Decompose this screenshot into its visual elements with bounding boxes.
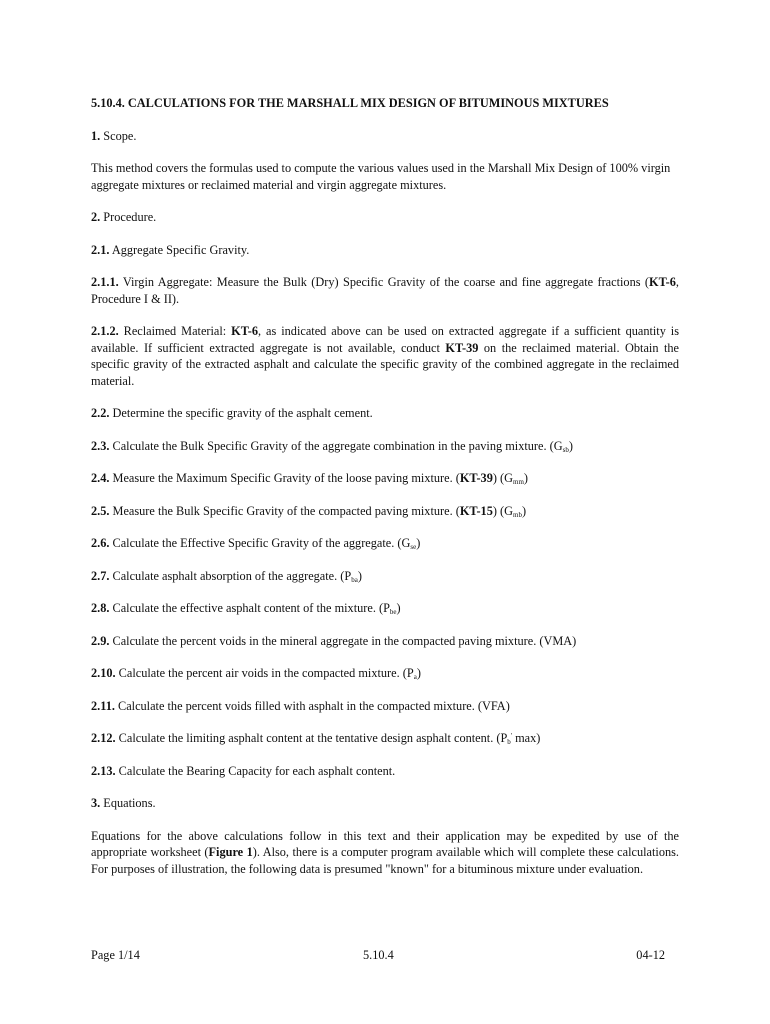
step-2-13: 2.13. Calculate the Bearing Capacity for each asphalt content. <box>91 763 396 778</box>
document-title: 5.10.4. CALCULATIONS FOR THE MARSHALL MIX DESIGN OF BITUMINOUS MIXTURES <box>91 96 609 110</box>
step-2-3: 2.3. Calculate the Bulk Specific Gravity of the aggregate combination in the paving mixture. $(G_{sb})$ <box>91 438 573 454</box>
footer-page-number: Page 1/14 <box>91 948 140 962</box>
section-procedure-heading: 2. Procedure. <box>91 210 157 224</box>
footer-section-number: 5.10.4 <box>363 948 394 962</box>
section-scope-heading: 1. Scope. <box>91 128 137 143</box>
step-2-6: 2.6. Calculate the Effective Specific Gravity of the aggregate. $(G_{se})$ <box>91 536 421 551</box>
step-2-1: 2.1. Aggregate Specific Gravity. <box>91 242 250 257</box>
step-2-1-2: 2.1.2. Reclaimed Material: KT-6, as indicated above can be used on extracted aggregate if a sufficient quantity is available. If sufficient extracted aggregate is not available, conduct KT-39 on the reclaimed material. Obtain the specific gravity of the extracted asphalt and calculate the specific gravity of the combined aggregate in the reclaimed material. <box>91 324 680 388</box>
scope-paragraph: This method covers the formulas used to compute the various values used in the Marshall Mix Design of 100% virgin aggregate mixtures or reclaimed material and virgin aggregate mixtures. <box>91 161 671 192</box>
footer-revision-date: 04-12 <box>636 948 665 962</box>
step-2-7: 2.7. Calculate asphalt absorption of the aggregate. $(P_{ba})$ <box>91 568 362 584</box>
step-2-11: 2.11. Calculate the percent voids filled with asphalt in the compacted mixture. (VFA) <box>91 698 510 713</box>
step-2-9: 2.9. Calculate the percent voids in the mineral aggregate in the compacted paving mixture. (VMA) <box>91 633 577 648</box>
step-2-1-1: 2.1.1. Virgin Aggregate: Measure the Bulk (Dry) Specific Gravity of the coarse and fine aggregate fractions (KT-6, Procedure I & II). <box>91 275 679 306</box>
step-2-4: 2.4. Measure the Maximum Specific Gravity of the loose paving mixture. (KT-39) $(G_{mm})$ <box>91 471 529 486</box>
step-2-8: 2.8. Calculate the effective asphalt content of the mixture. $(P_{be})$ <box>91 601 401 616</box>
step-2-12: 2.12. Calculate the limiting asphalt content at the tentative design asphalt content. ($P_b'$ max) <box>91 731 541 746</box>
equations-paragraph: Equations for the above calculations follow in this text and their application may be expedited by use of the appropriate worksheet (Figure 1). Also, there is a computer program available which will complete these calculations. For purposes of illustration, the following data is presumed "known" for a bituminous mixture under evaluation. <box>91 828 679 876</box>
step-2-5: 2.5. Measure the Bulk Specific Gravity of the compacted paving mixture. (KT-15) $(G_{mb})$ <box>91 503 527 519</box>
step-2-2: 2.2. Determine the specific gravity of the asphalt cement. <box>91 406 373 420</box>
step-2-10: 2.10. Calculate the percent air voids in the compacted mixture. $(P_a)$ <box>91 666 421 681</box>
section-equations-heading: 3. Equations. <box>91 796 156 810</box>
document-body <box>91 95 679 877</box>
